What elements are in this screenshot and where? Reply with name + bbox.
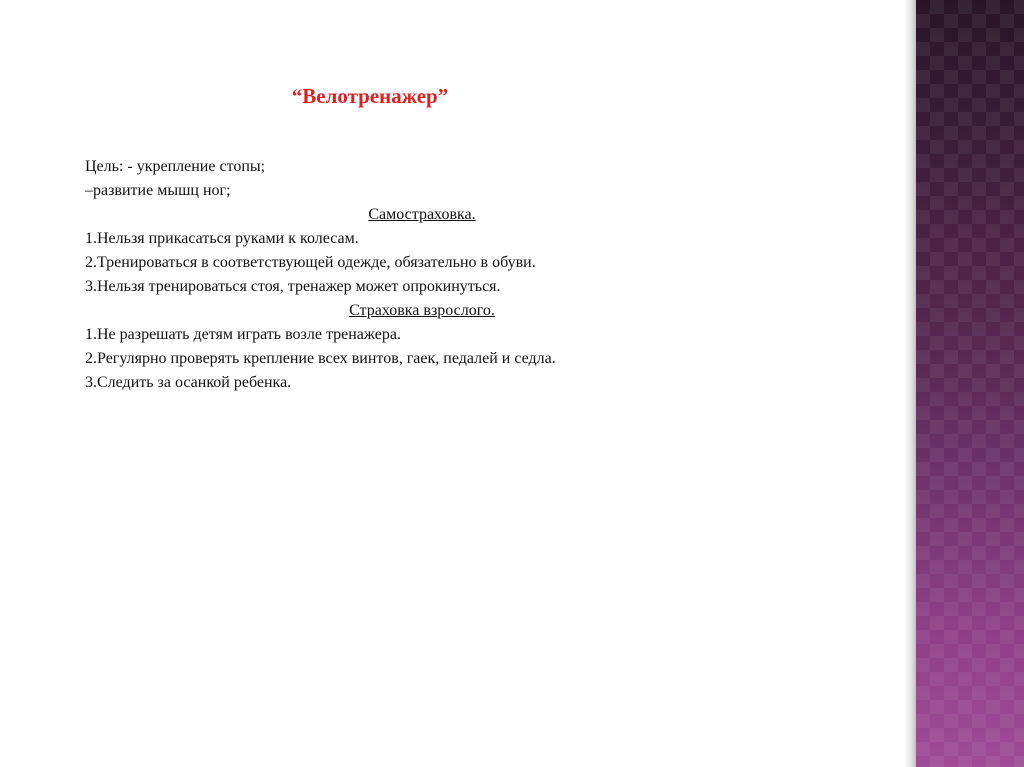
goal-line-1: Цель: - укрепление стопы;: [85, 158, 266, 175]
goal-line-2: –развитие мышц ног;: [85, 182, 231, 199]
section-heading-self-insurance: Самостраховка.: [368, 206, 476, 223]
slide-body: [85, 155, 765, 395]
panel-shadow: [904, 0, 916, 767]
decorative-side-band: [916, 0, 1024, 767]
list-item: 3.Нельзя тренироваться стоя, тренажер может опрокинуться.: [85, 278, 501, 295]
slide-title: “Велотренажер”: [291, 84, 449, 108]
list-item: 3.Следить за осанкой ребенка.: [85, 374, 292, 391]
section-heading-adult-insurance: Страховка взрослого.: [349, 302, 495, 319]
list-item: 2.Регулярно проверять крепление всех винтов, гаек, педалей и седла.: [85, 350, 556, 367]
list-item: 1.Не разрешать детям играть возле тренажера.: [85, 326, 401, 343]
list-item: 1.Нельзя прикасаться руками к колесам.: [85, 230, 359, 247]
list-item: 2.Тренироваться в соответствующей одежде, обязательно в обуви.: [85, 254, 536, 271]
